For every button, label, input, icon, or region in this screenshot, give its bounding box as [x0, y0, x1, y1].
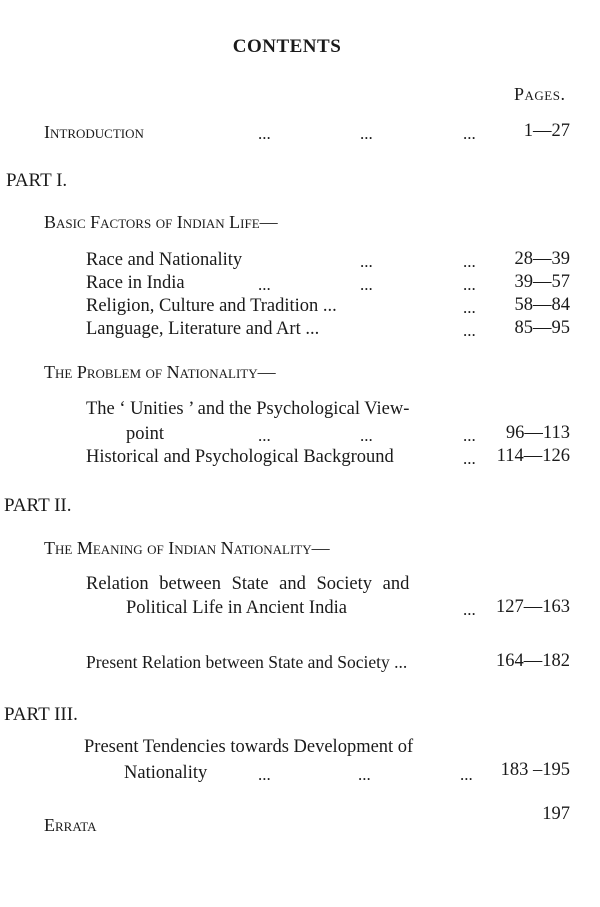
toc-entry-line1: The ‘ Unities ’ and the Psychological View-	[86, 399, 410, 419]
entry-pages: 85—95	[514, 318, 570, 338]
leader-dots: ...	[463, 321, 476, 340]
leader-dots: ...	[360, 124, 373, 143]
leader-dots: ...	[463, 600, 476, 619]
toc-entry: Historical and Psychological Background	[86, 447, 394, 467]
toc-entry-errata: Errata	[44, 815, 97, 835]
leader-dots: ...	[360, 275, 373, 294]
entry-pages: 1—27	[523, 121, 570, 141]
leader-dots: ...	[258, 426, 271, 445]
leader-dots: ...	[463, 449, 476, 468]
leader-dots: ...	[360, 426, 373, 445]
toc-entry: Religion, Culture and Tradition ...	[86, 296, 337, 316]
pages-column-header: Pages.	[514, 84, 566, 104]
section-heading: The Meaning of Indian Nationality—	[44, 538, 330, 558]
entry-pages: 164—182	[496, 651, 570, 671]
entry-pages: 28—39	[514, 249, 570, 269]
entry-pages: 183 –195	[500, 760, 570, 780]
toc-entry: Present Relation between State and Society ...	[86, 652, 408, 672]
toc-entry-line2: Nationality	[124, 763, 208, 783]
part-heading: PART II.	[4, 495, 72, 516]
section-heading: Basic Factors of Indian Life—	[44, 212, 278, 232]
part-heading: PART I.	[6, 170, 68, 191]
toc-entry: Race and Nationality	[86, 250, 243, 270]
leader-dots: ...	[463, 252, 476, 271]
leader-dots: ...	[463, 426, 476, 445]
leader-dots: ...	[358, 765, 371, 784]
part-heading: PART III.	[4, 704, 78, 725]
entry-pages: 197	[542, 804, 570, 824]
leader-dots: ...	[258, 765, 271, 784]
toc-entry-line1: Relation between State and Society and	[86, 574, 410, 594]
entry-pages: 127—163	[496, 597, 570, 617]
toc-entry-line2: point	[126, 424, 165, 444]
leader-dots: ...	[258, 124, 271, 143]
entry-pages: 96—113	[505, 423, 570, 443]
page-title: CONTENTS	[232, 36, 342, 57]
entry-label: Introduction	[44, 122, 144, 142]
toc-entry-line2: Political Life in Ancient India	[126, 598, 347, 618]
toc-entry: Language, Literature and Art ...	[86, 319, 320, 339]
leader-dots: ...	[460, 765, 473, 784]
entry-pages: 58—84	[514, 295, 570, 315]
entry-pages: 114—126	[496, 446, 570, 466]
toc-entry-line1: Present Tendencies towards Development of	[84, 737, 414, 757]
leader-dots: ...	[463, 124, 476, 143]
leader-dots: ...	[463, 298, 476, 317]
leader-dots: ...	[258, 275, 271, 294]
leader-dots: ...	[360, 252, 373, 271]
toc-entry-introduction	[44, 122, 144, 143]
section-heading: The Problem of Nationality—	[44, 362, 276, 382]
leader-dots: ...	[463, 275, 476, 294]
entry-pages: 39—57	[514, 272, 570, 292]
toc-entry: Race in India	[86, 273, 185, 293]
